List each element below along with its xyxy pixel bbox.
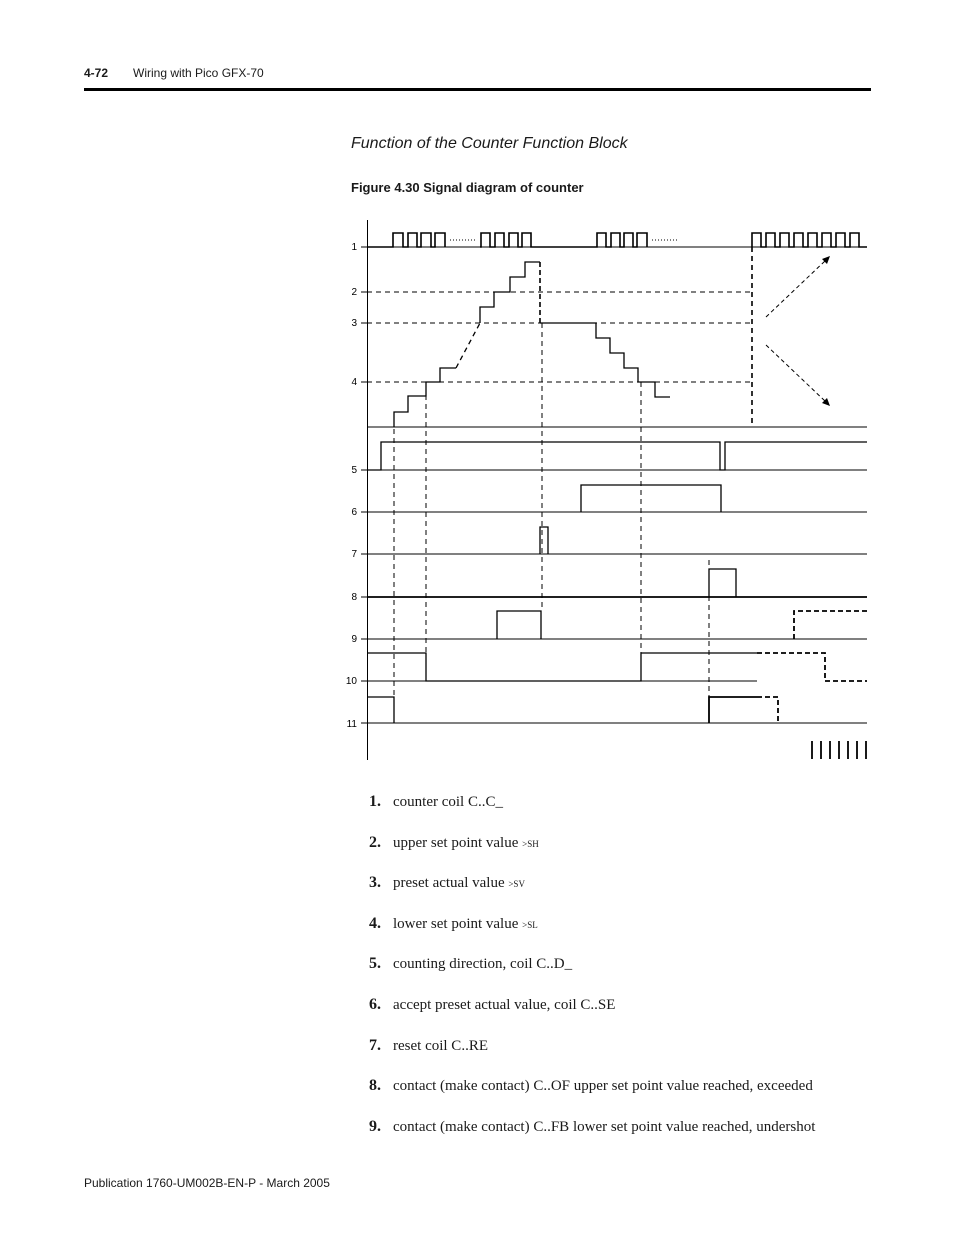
staircase-ramp-up — [456, 323, 480, 368]
accept-preset-signal — [581, 485, 721, 512]
row-label-4: 4 — [351, 377, 357, 388]
row-label-1: 1 — [351, 242, 357, 253]
underflow-signal — [497, 611, 541, 639]
counting-direction-signal — [367, 442, 867, 470]
row-label-8: 8 — [351, 592, 357, 603]
actual-value-staircase-3 — [540, 323, 670, 397]
signal-10 — [367, 653, 757, 681]
section-title: Function of the Counter Function Block — [351, 135, 628, 152]
time-markers — [394, 323, 709, 697]
row-label-7: 7 — [351, 549, 357, 560]
legend-item: 7. reset coil C..RE — [369, 1036, 488, 1054]
header-rule — [84, 88, 871, 91]
legend-item: 4. lower set point value >SL — [369, 914, 538, 932]
bottom-pulse-bars — [812, 741, 866, 759]
signal-10-dashed — [757, 653, 867, 681]
legend-item: 1. counter coil C..C_ — [369, 793, 503, 810]
signal-11-b — [709, 697, 757, 723]
page-number: 4-72 — [84, 66, 109, 80]
setpoint-levels — [367, 292, 752, 382]
row-label-9: 9 — [351, 634, 357, 645]
signal-legend — [369, 793, 815, 1158]
signal-diagram — [330, 210, 875, 770]
signal-11 — [367, 697, 394, 723]
legend-item: 3. preset actual value >SV — [369, 874, 525, 892]
legend-item: 9. contact (make contact) C..FB lower set point value reached, undershot — [369, 1117, 816, 1135]
row-label-2: 2 — [351, 287, 357, 298]
row-ticks — [361, 247, 367, 723]
legend-item: 6. accept preset actual value, coil C..SE — [369, 995, 616, 1013]
reset-signal — [540, 527, 548, 554]
actual-value-staircase — [394, 368, 456, 427]
row-label-11: 11 — [346, 719, 357, 730]
arrowheads — [822, 256, 830, 406]
chapter-title: Wiring with Pico GFX-70 — [133, 66, 264, 80]
overflow-signal — [709, 569, 736, 597]
underflow-signal-dashed — [794, 611, 867, 639]
row-label-3: 3 — [351, 318, 357, 329]
row-label-5: 5 — [351, 465, 357, 476]
signal-11-dashed — [757, 697, 778, 723]
counter-coil-signal — [367, 233, 647, 247]
legend-item: 5. counting direction, coil C..D_ — [369, 955, 573, 973]
row-label-10: 10 — [345, 676, 357, 687]
direction-arrows — [766, 260, 826, 402]
row-label-6: 6 — [351, 507, 357, 518]
legend-item: 2. upper set point value >SH — [369, 833, 539, 851]
figure-caption: Figure 4.30 Signal diagram of counter — [351, 180, 584, 195]
legend-item: 8. contact (make contact) C..OF upper set point value reached, exceeded — [369, 1077, 813, 1095]
publication-footer: Publication 1760-UM002B-EN-P - March 2005 — [84, 1176, 330, 1190]
counter-coil-signal-2 — [752, 233, 867, 247]
